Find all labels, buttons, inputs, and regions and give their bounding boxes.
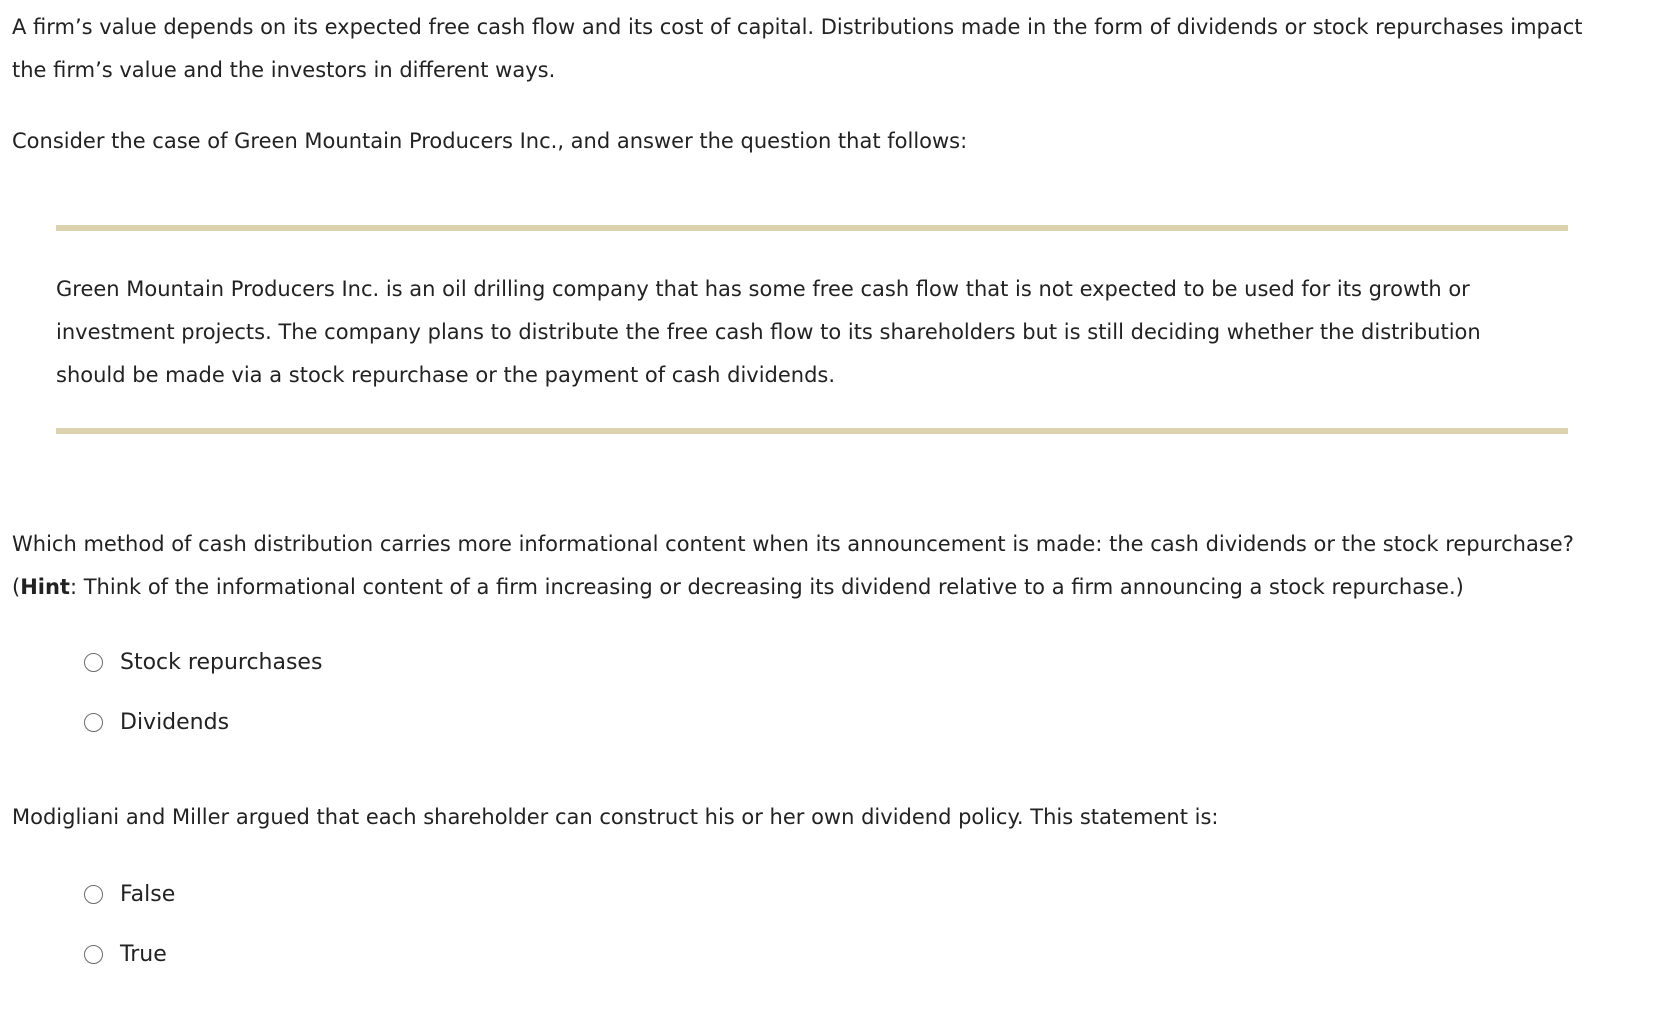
hint-open-paren: (	[12, 575, 21, 599]
intro-paragraph	[12, 6, 1662, 92]
radio-button-dividends[interactable]	[84, 713, 103, 732]
hint-label: Hint	[20, 575, 70, 599]
case-description	[56, 268, 1576, 397]
case-bottom-divider	[56, 428, 1568, 434]
option-label-stock-repurchases[interactable]: Stock repurchases	[120, 649, 323, 675]
intro-line-1: A firm’s value depends on its expected free cash flow and its cost of capital. Distributions made in the form of dividends or stock repurchases impact	[12, 15, 1583, 39]
option-label-dividends[interactable]: Dividends	[120, 709, 230, 735]
question-1-line-1: Which method of cash distribution carries more informational content when its announcement is made: the cash dividends or the stock repurchase?	[12, 532, 1574, 556]
option-false[interactable]	[84, 879, 175, 909]
hint-text: : Think of the informational content of a firm increasing or decreasing its dividend relative to a firm announcing a stock repurchase.)	[69, 575, 1464, 599]
option-dividends[interactable]	[84, 707, 229, 737]
radio-button-true[interactable]	[84, 945, 103, 964]
intro-line-2: the firm’s value and the investors in different ways.	[12, 58, 556, 82]
radio-button-false[interactable]	[84, 885, 103, 904]
option-label-true[interactable]: True	[120, 941, 167, 967]
case-top-divider	[56, 225, 1568, 231]
question-2-text: Modigliani and Miller argued that each shareholder can construct his or her own dividend policy. This statement is:	[12, 805, 1219, 829]
case-line-3: should be made via a stock repurchase or the payment of cash dividends.	[56, 363, 836, 387]
consider-text: Consider the case of Green Mountain Producers Inc., and answer the question that follows:	[12, 129, 968, 153]
radio-button-stock-repurchases[interactable]	[84, 653, 103, 672]
case-line-2: investment projects. The company plans to distribute the free cash flow to its shareholders but is still deciding whether the distribution	[56, 320, 1481, 344]
option-label-false[interactable]: False	[120, 881, 176, 907]
option-stock-repurchases[interactable]	[84, 647, 322, 677]
case-line-1: Green Mountain Producers Inc. is an oil drilling company that has some free cash flow that is not expected to be used for its growth or	[56, 277, 1470, 301]
question-1-text	[12, 523, 1672, 609]
option-true[interactable]	[84, 939, 167, 969]
